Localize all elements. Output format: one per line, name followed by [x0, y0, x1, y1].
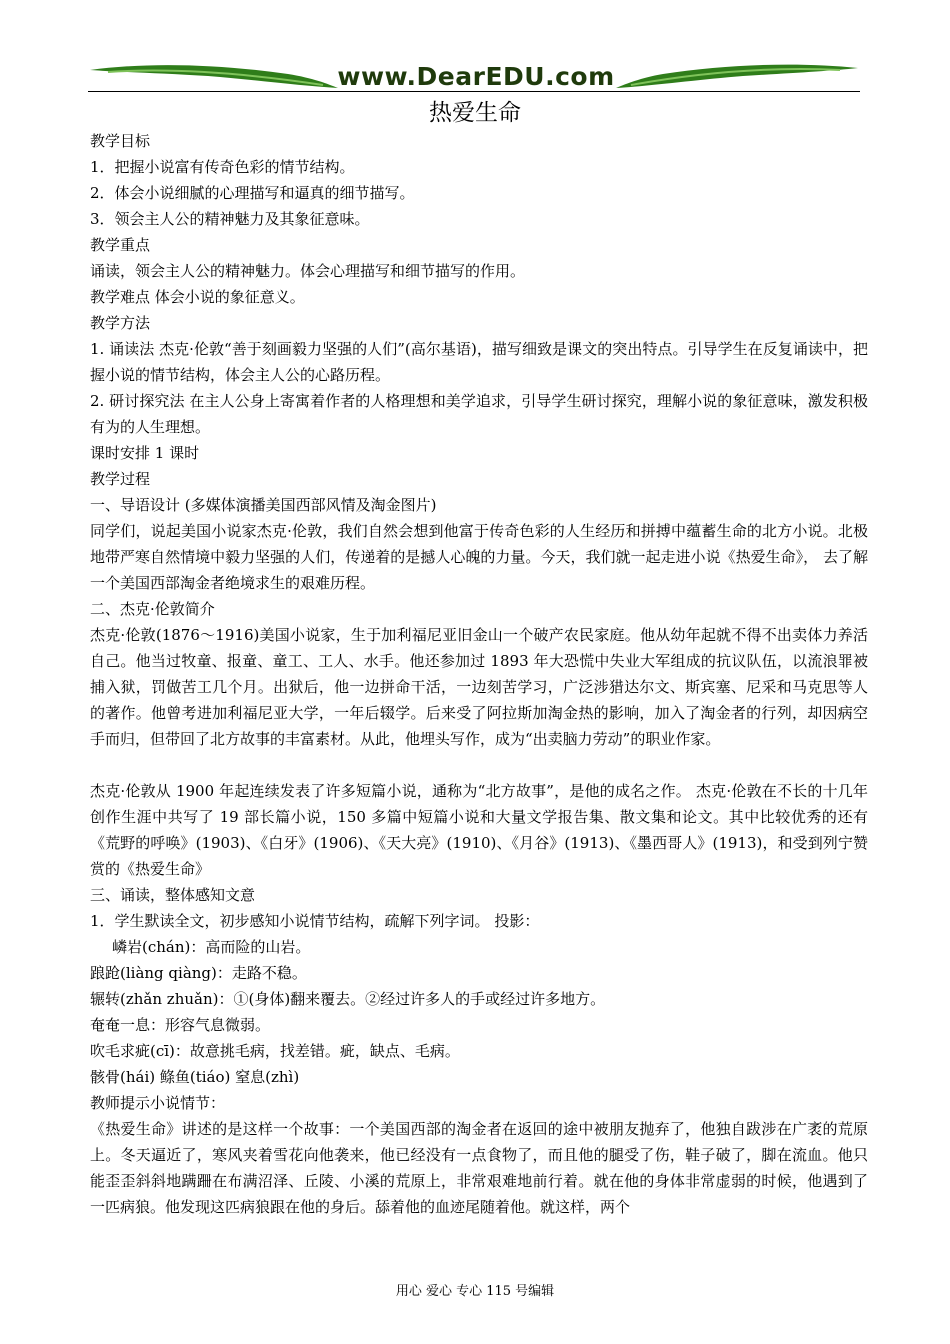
section-heading: 教学重点 [90, 236, 151, 254]
vocab-item: 踉跄(liàng qiàng)：走路不稳。 [90, 964, 307, 982]
vocab-item: 奄奄一息：形容气息微弱。 [90, 1016, 271, 1034]
body-paragraph: 同学们，说起美国小说家杰克·伦敦，我们自然会想到他富于传奇色彩的人生经历和拼搏中蕴蓄生命的北方小说。北极地带严寒自然情境中毅力坚强的人们，传递着的是撼人心魄的力量。今天，我们就一起走进小说《热爱生命》， 去了解一个美国西部淘金者绝境求生的艰难历程。 [90, 522, 868, 592]
body-paragraph: 1．学生默读全文，初步感知小说情节结构，疏解下列字词。 投影： [90, 912, 540, 930]
section-heading: 教学方法 [90, 314, 151, 332]
vocab-item: 辗转(zhǎn zhuǎn)：①(身体)翻来覆去。②经过许多人的手或经过许多地方。 [90, 990, 606, 1008]
page-footer: 用心 爱心 专心 115 号编辑 [395, 1284, 555, 1299]
document-title: 热爱生命 [429, 100, 521, 126]
document-body [90, 128, 868, 1220]
body-paragraph: 杰克·伦敦从 1900 年起连续发表了许多短篇小说，通称为“北方故事”，是他的成名之作。 杰克·伦敦在不长的十几年创作生涯中共写了 19 部长篇小说，150 多篇中短篇小说和大量文学报告集、散文集和论文。其中比较优秀的还有《荒野的呼唤》(1903)、《白牙》(1906)、《天大亮》(1910)、《月谷》(1913)、《墨西哥人》(1913)，和受到列宁赞赏的《热爱生命》 [90, 782, 868, 878]
method-item: 1. 诵读法 杰克·伦敦“善于刻画毅力坚强的人们”(高尔基语)，描写细致是课文的突出特点。引导学生在反复诵读中，把握小说的情节结构，体会主人公的心路历程。 [90, 340, 868, 384]
section-heading: 教学难点 体会小说的象征意义。 [90, 288, 305, 306]
section-heading: 教学过程 [90, 470, 151, 488]
vocab-item: 嶙岩(chán)：高而险的山岩。 [112, 938, 311, 956]
section-heading: 课时安排 1 课时 [90, 444, 200, 462]
body-paragraph: 诵读，领会主人公的精神魅力。体会心理描写和细节描写的作用。 [90, 262, 526, 280]
vocab-item: 骸骨(hái) 鲦鱼(tiáo) 窒息(zhì) [90, 1068, 300, 1086]
body-paragraph: 《热爱生命》讲述的是这样一个故事：一个美国西部的淘金者在返回的途中被朋友抛弃了，他独自跋涉在广袤的荒原上。冬天逼近了，寒风夹着雪花向他袭来，他已经没有一点食物了，而且他的腿受了伤，鞋子破了，脚在流血。他只能歪歪斜斜地蹒跚在布满沼泽、丘陵、小溪的荒原上，非常艰难地前行着。就在他的身体非常虚弱的时候，他遇到了一匹病狼。他发现这匹病狼跟在他的身后。舔着他的血迹尾随着他。就这样，两个 [90, 1120, 868, 1216]
objective-item: 2．体会小说细腻的心理描写和逼真的细节描写。 [90, 184, 415, 202]
paragraph-spacer [90, 752, 868, 778]
site-header-banner [88, 58, 860, 94]
objective-item: 1．把握小说富有传奇色彩的情节结构。 [90, 158, 355, 176]
section-heading: 教师提示小说情节： [90, 1094, 226, 1112]
objective-item: 3．领会主人公的精神魅力及其象征意味。 [90, 210, 370, 228]
section-heading: 一、导语设计 (多媒体演播美国西部风情及淘金图片) [90, 496, 437, 514]
section-heading: 二、杰克·伦敦简介 [90, 600, 215, 618]
section-heading: 三、诵读，整体感知文意 [90, 886, 256, 904]
section-heading: 教学目标 [90, 132, 151, 150]
body-paragraph: 杰克·伦敦(1876～1916)美国小说家，生于加利福尼亚旧金山一个破产农民家庭。他从幼年起就不得不出卖体力养活自己。他当过牧童、报童、童工、工人、水手。他还参加过 1893 年大恐慌中失业大军组成的抗议队伍，以流浪罪被捕入狱，罚做苦工几个月。出狱后，他一边拼命干活，一边刻苦学习，广泛涉猎达尔文、斯宾塞、尼采和马克思等人的著作。他曾考进加利福尼亚大学，一年后辍学。后来受了阿拉斯加淘金热的影响，加入了淘金者的行列，却因病空手而归，但带回了北方故事的丰富素材。从此，他埋头写作，成为“出卖脑力劳动”的职业作家。 [90, 626, 868, 748]
method-item: 2. 研讨探究法 在主人公身上寄寓着作者的人格理想和美学追求，引导学生研讨探究，理解小说的象征意味，激发积极有为的人生理想。 [90, 392, 868, 436]
vocab-item: 吹毛求疵(cī)：故意挑毛病，找差错。疵，缺点、毛病。 [90, 1042, 460, 1060]
site-brand-logo: www.DearEDU.com [337, 62, 615, 91]
header-divider [88, 91, 860, 92]
